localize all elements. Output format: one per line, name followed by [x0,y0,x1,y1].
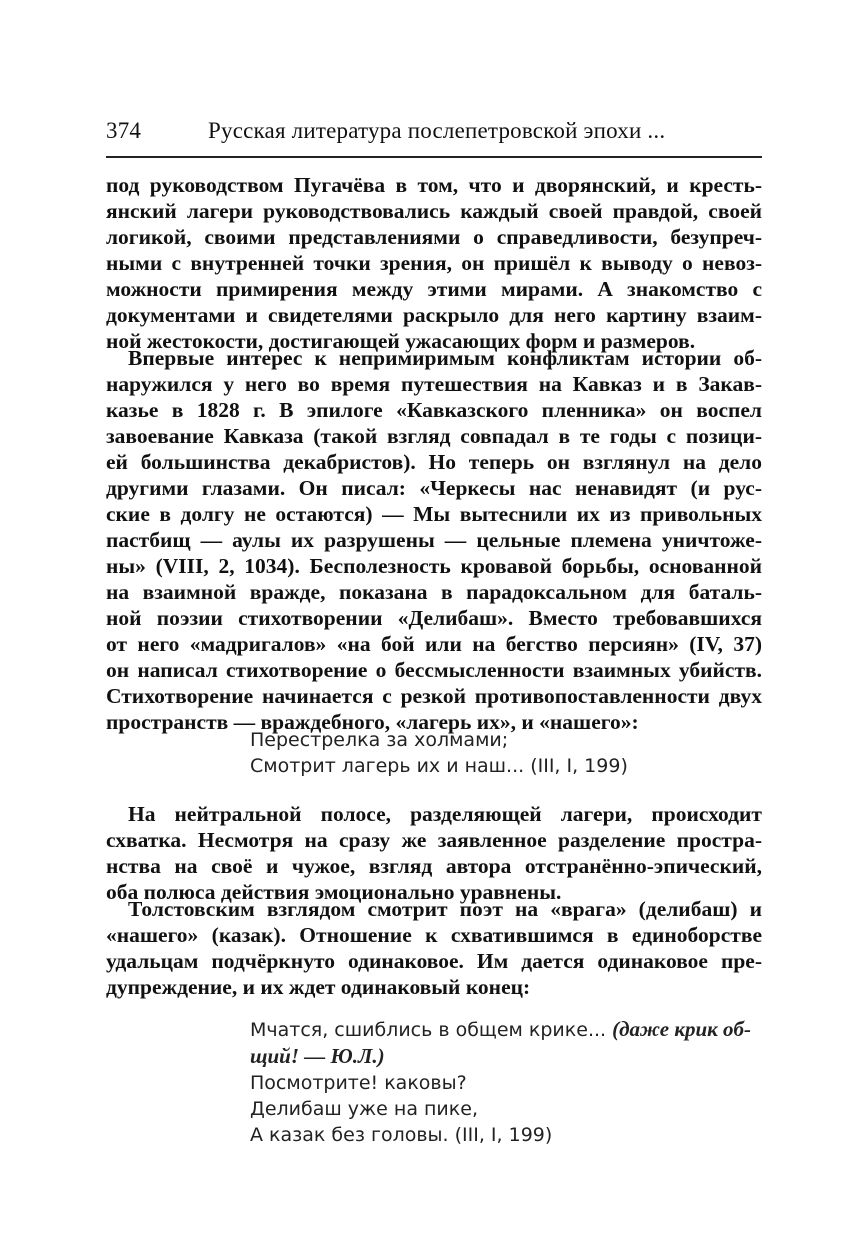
text-line: оба полюса действия эмоционально уравнены. [106,880,562,904]
text-line: янский лагери руководствовались каждый своей правдой, своей [106,199,762,223]
text-line: завоевание Кавказа (такой взгляд совпадал в те годы с позици- [106,424,762,448]
text-line: ские в долгу не остаются) — Мы вытеснили их из привольных [106,502,762,526]
text-line: дупреждение, и их ждет одинаковый конец: [106,975,531,999]
verse-line: А казак без головы. (III, I, 199) [250,1124,553,1146]
text-line: ными с внутренней точки зрения, он пришёл к выводу о невоз- [106,251,762,275]
text-line: «нашего» (казак). Отношение к схватившимся в единоборстве [106,923,762,947]
verse-line [250,1043,751,1070]
paragraph-2 [106,345,762,735]
header-rule [106,156,762,158]
text-line: ной жестокости, достигающей ужасающих форм и размеров. [106,329,696,353]
text-line: ной поэзии стихотворении «Делибаш». Вместо требовавшихся [106,606,762,630]
text-line: казье в 1828 г. В эпилоге «Кавказского пленника» он воспел [106,398,762,422]
verse-line: Перестрелка за холмами; [250,729,509,751]
text-line: наружился у него во время путешествия на Кавказ и в Закав- [106,372,762,396]
page-number: 374 [106,118,142,143]
text-line: удальцам подчёркнуто одинаковое. Им дается одинаковое пре- [106,949,762,973]
editorial-note: щий! — Ю.Л.) [250,1044,385,1068]
running-header [106,118,762,154]
text-line: под руководством Пугачёва в том, что и дворянский, и кресть- [106,173,762,197]
text-line: Впервые интерес к непримиримым конфликтам истории об- [128,346,762,370]
verse-line: Делибаш уже на пике, [250,1098,478,1120]
text-line: ей большинства декабристов). Но теперь он взглянул на дело [106,450,762,474]
verse-line: Смотрит лагерь их и наш... (III, I, 199) [250,755,628,777]
text-line: пастбищ — аулы их разрушены — цельные племена уничтоже- [106,528,762,552]
text-line: нства на своё и чужое, взгляд автора отстранённо-эпический, [106,854,762,878]
text-line: другими глазами. Он писал: «Черкесы нас ненавидят (и рус- [106,476,762,500]
verse-quote-2 [250,1016,751,1148]
text-line: Толстовским взглядом смотрит поэт на «врага» (делибаш) и [128,897,762,921]
verse-line [250,1016,751,1043]
text-line: логикой, своими представлениями о справедливости, безупреч- [106,225,762,249]
text-line: ны» (VIII, 2, 1034). Бесполезность кровавой борьбы, основанной [106,554,762,578]
text-line: схватка. Несмотря на сразу же заявленное разделение простра- [106,828,762,852]
paragraph-3 [106,801,762,905]
editorial-note: (даже крик об- [612,1017,752,1041]
text-line: на взаимной вражде, показана в парадоксальном для баталь- [106,580,762,604]
running-title: Русская литература послепетровской эпохи ... [208,118,666,143]
text-line: он написал стихотворение о бессмысленности взаимных убийств. [106,658,762,682]
verse-quote-1 [250,727,628,779]
text-line: пространств — враждебного, «лагерь их», и «нашего»: [106,710,639,734]
text-line: можности примирения между этими мирами. А знакомство с [106,277,762,301]
text-line: На нейтральной полосе, разделяющей лагери, происходит [128,802,762,826]
verse-line: Посмотрите! каковы? [250,1072,467,1094]
text-line: Стихотворение начинается с резкой противопоставленности двух [106,684,762,708]
paragraph-1 [106,172,762,354]
text-line: документами и свидетелями раскрыло для него картину взаим- [106,303,762,327]
verse-text: Мчатся, сшиблись в общем крике... [250,1019,607,1041]
paragraph-4 [106,896,762,1000]
text-line: от него «мадригалов» «на бой или на бегство персиян» (IV, 37) [106,632,762,656]
